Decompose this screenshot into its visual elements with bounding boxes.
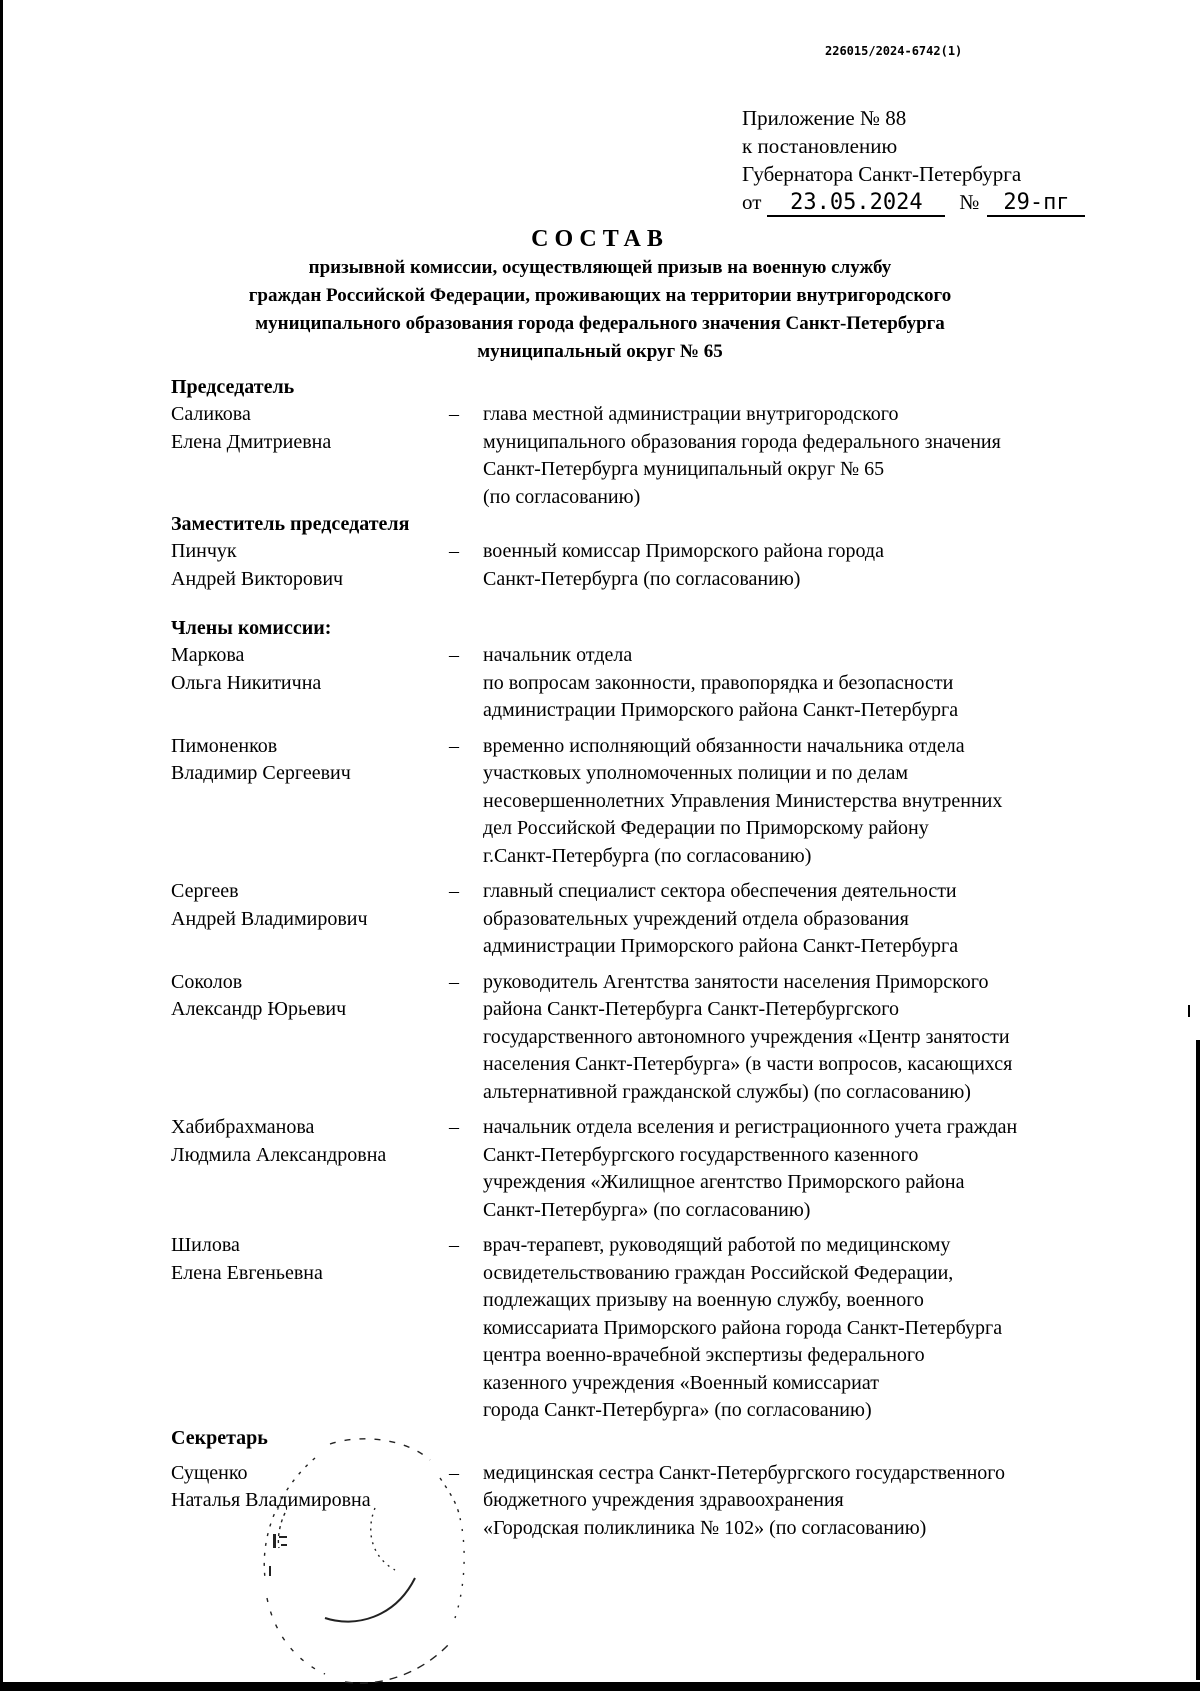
role-line: Санкт-Петербурга» (по согласованию): [483, 1198, 811, 1221]
member-role: [483, 538, 1128, 593]
role-line: центра военно-врачебной экспертизы федерального: [483, 1344, 925, 1366]
dash: –: [449, 1234, 459, 1256]
member-entry: [171, 969, 1131, 1107]
member-role: [483, 969, 1128, 1107]
member-name: [171, 538, 449, 593]
member-name: [171, 1460, 449, 1543]
role-line: (по согласованию): [483, 485, 641, 508]
title-line-2: граждан Российской Федерации, проживающих на территории внутригородского: [248, 285, 952, 306]
dash: –: [449, 540, 459, 562]
role-line: муниципального образования города федерального значения: [483, 430, 1001, 453]
role-line: дел Российской Федерации по Приморскому району: [483, 817, 929, 839]
seal-inner-arc: [325, 1578, 415, 1622]
member-surname: Хабибрахманова: [171, 1116, 315, 1138]
role-line: альтернативной гражданской службы) (по согласованию): [483, 1080, 971, 1103]
member-role: [483, 1460, 1128, 1543]
seal-fragment: [269, 1566, 271, 1576]
title-line-3: муниципального образования города федерального значения Санкт-Петербурга: [255, 313, 945, 334]
role-line: начальник отдела: [483, 644, 633, 666]
member-given-name: Владимир Сергеевич: [171, 762, 351, 784]
member-role: [483, 733, 1128, 871]
dash: –: [449, 880, 459, 902]
scan-right-edge: [1196, 1040, 1200, 1680]
member-role: [483, 1232, 1128, 1425]
dash: –: [449, 1461, 459, 1484]
role-line: «Городская поликлиника № 102» (по согласованию): [483, 1516, 927, 1539]
dash: –: [449, 644, 459, 666]
role-line: руководитель Агентства занятости населения Приморского: [483, 970, 989, 993]
member-role: [483, 401, 1128, 511]
member-given-name: Андрей Викторович: [171, 567, 344, 590]
member-surname: Сущенко: [171, 1461, 248, 1484]
member-given-name: Наталья Владимировна: [171, 1489, 371, 1511]
title-main: СОСТАВ: [531, 226, 669, 252]
role-line: Санкт-Петербурга (по согласованию): [483, 567, 801, 590]
seal-arc: [267, 1598, 325, 1674]
appendix-number: Приложение № 88: [742, 106, 907, 130]
secretary-heading: Секретарь: [171, 1426, 268, 1449]
member-entry: [171, 733, 1131, 871]
seal-fragment: [281, 1544, 287, 1546]
member-given-name: Ольга Никитична: [171, 671, 322, 694]
member-name: [171, 1232, 449, 1425]
member-surname: Маркова: [171, 644, 245, 666]
commission-composition: [171, 374, 1131, 1542]
dash: –: [449, 970, 459, 993]
member-given-name: Людмила Александровна: [171, 1143, 387, 1166]
appendix-block: [742, 104, 1085, 217]
role-line: медицинская сестра Санкт-Петербургского государственного: [483, 1461, 1006, 1484]
role-line: по вопросам законности, правопорядка и безопасности: [483, 671, 954, 694]
member-surname: Соколов: [171, 970, 243, 993]
decree-date: 23.05.2024: [767, 191, 945, 217]
member-surname: Саликова: [171, 403, 251, 425]
role-line: города Санкт-Петербурга» (по согласованию): [483, 1399, 872, 1421]
role-line: государственного автономного учреждения «Центр занятости: [483, 1025, 1010, 1048]
member-given-name: Андрей Владимирович: [171, 907, 368, 930]
document-title: [120, 224, 1080, 366]
role-line: подлежащих призыву на военную службу, военного: [483, 1289, 924, 1311]
role-line: начальник отдела вселения и регистрационного учета граждан: [483, 1116, 1018, 1138]
member-role: [483, 642, 1128, 725]
member-surname: Шилова: [171, 1234, 240, 1256]
role-line: главный специалист сектора обеспечения деятельности: [483, 880, 957, 902]
dash: –: [449, 734, 459, 757]
role-line: освидетельствованию граждан Российской Федерации,: [483, 1261, 954, 1284]
role-line: администрации Приморского района Санкт-Петербурга: [483, 935, 959, 957]
member-entry: [171, 878, 1131, 961]
member-given-name: Александр Юрьевич: [171, 998, 347, 1020]
appendix-reference: к постановлению: [742, 134, 898, 158]
role-line: учреждения «Жилищное агентство Приморского района: [483, 1171, 965, 1193]
role-line: бюджетного учреждения здравоохранения: [483, 1489, 844, 1511]
date-prefix: от: [742, 190, 762, 214]
role-line: комиссариата Приморского района города Санкт-Петербурга: [483, 1316, 1003, 1339]
member-name: [171, 878, 449, 961]
dash: –: [449, 1116, 459, 1138]
role-line: Санкт-Петербургского государственного казенного: [483, 1143, 919, 1166]
role-line: несовершеннолетних Управления Министерства внутренних: [483, 789, 1003, 812]
member-name: [171, 733, 449, 871]
role-line: администрации Приморского района Санкт-Петербурга: [483, 699, 959, 721]
registration-number: 226015/2024-6742(1): [825, 44, 963, 58]
deputy-heading: Заместитель председателя: [171, 513, 410, 535]
member-name: [171, 642, 449, 725]
scan-bottom-edge: [0, 1682, 1200, 1691]
member-surname: Сергеев: [171, 880, 239, 902]
title-line-4: муниципальный округ № 65: [477, 341, 723, 362]
member-name: [171, 969, 449, 1107]
role-line: военный комиссар Приморского района города: [483, 540, 884, 562]
dash: –: [449, 403, 459, 425]
member-given-name: Елена Дмитриевна: [171, 430, 332, 453]
role-line: казенного учреждения «Военный комиссариат: [483, 1371, 879, 1394]
member-entry: [171, 401, 1131, 511]
member-entry: [171, 538, 1131, 593]
title-line-1: призывной комиссии, осуществляющей призыв на военную службу: [308, 257, 892, 278]
member-name: [171, 401, 449, 511]
role-line: населения Санкт-Петербурга» (в части вопросов, касающихся: [483, 1053, 1013, 1075]
member-name: [171, 1114, 449, 1224]
member-role: [483, 878, 1128, 961]
number-prefix: №: [959, 190, 980, 214]
role-line: участковых уполномоченных полиции и по делам: [483, 762, 908, 784]
members-heading: Члены комиссии:: [171, 617, 332, 639]
role-line: Санкт-Петербурга муниципальный округ № 65: [483, 458, 885, 480]
scan-left-edge: [0, 0, 3, 1691]
role-line: г.Санкт-Петербурга (по согласованию): [483, 844, 812, 867]
role-line: образовательных учреждений отдела образования: [483, 907, 909, 930]
appendix-issuer: Губернатора Санкт-Петербурга: [742, 162, 1022, 186]
role-line: главa местной администрации внутригородского: [483, 403, 899, 425]
chairman-heading: Председатель: [171, 376, 295, 398]
seal-arc: [345, 1643, 450, 1683]
role-line: района Санкт-Петербурга Санкт-Петербургского: [483, 998, 899, 1020]
member-entry: [171, 1232, 1131, 1425]
member-surname: Пимоненков: [171, 734, 278, 757]
scan-mark: [1188, 1005, 1190, 1017]
member-entry: [171, 642, 1131, 725]
role-line: врач-терапевт, руководящий работой по медицинскому: [483, 1234, 951, 1256]
member-surname: Пинчук: [171, 540, 237, 562]
appendix-date-line: [742, 188, 1085, 217]
member-given-name: Елена Евгеньевна: [171, 1261, 323, 1284]
member-role: [483, 1114, 1128, 1224]
member-entry: [171, 1460, 1131, 1543]
role-line: временно исполняющий обязанности начальника отдела: [483, 734, 965, 757]
member-entry: [171, 1114, 1131, 1224]
decree-number: 29-пг: [987, 191, 1085, 217]
